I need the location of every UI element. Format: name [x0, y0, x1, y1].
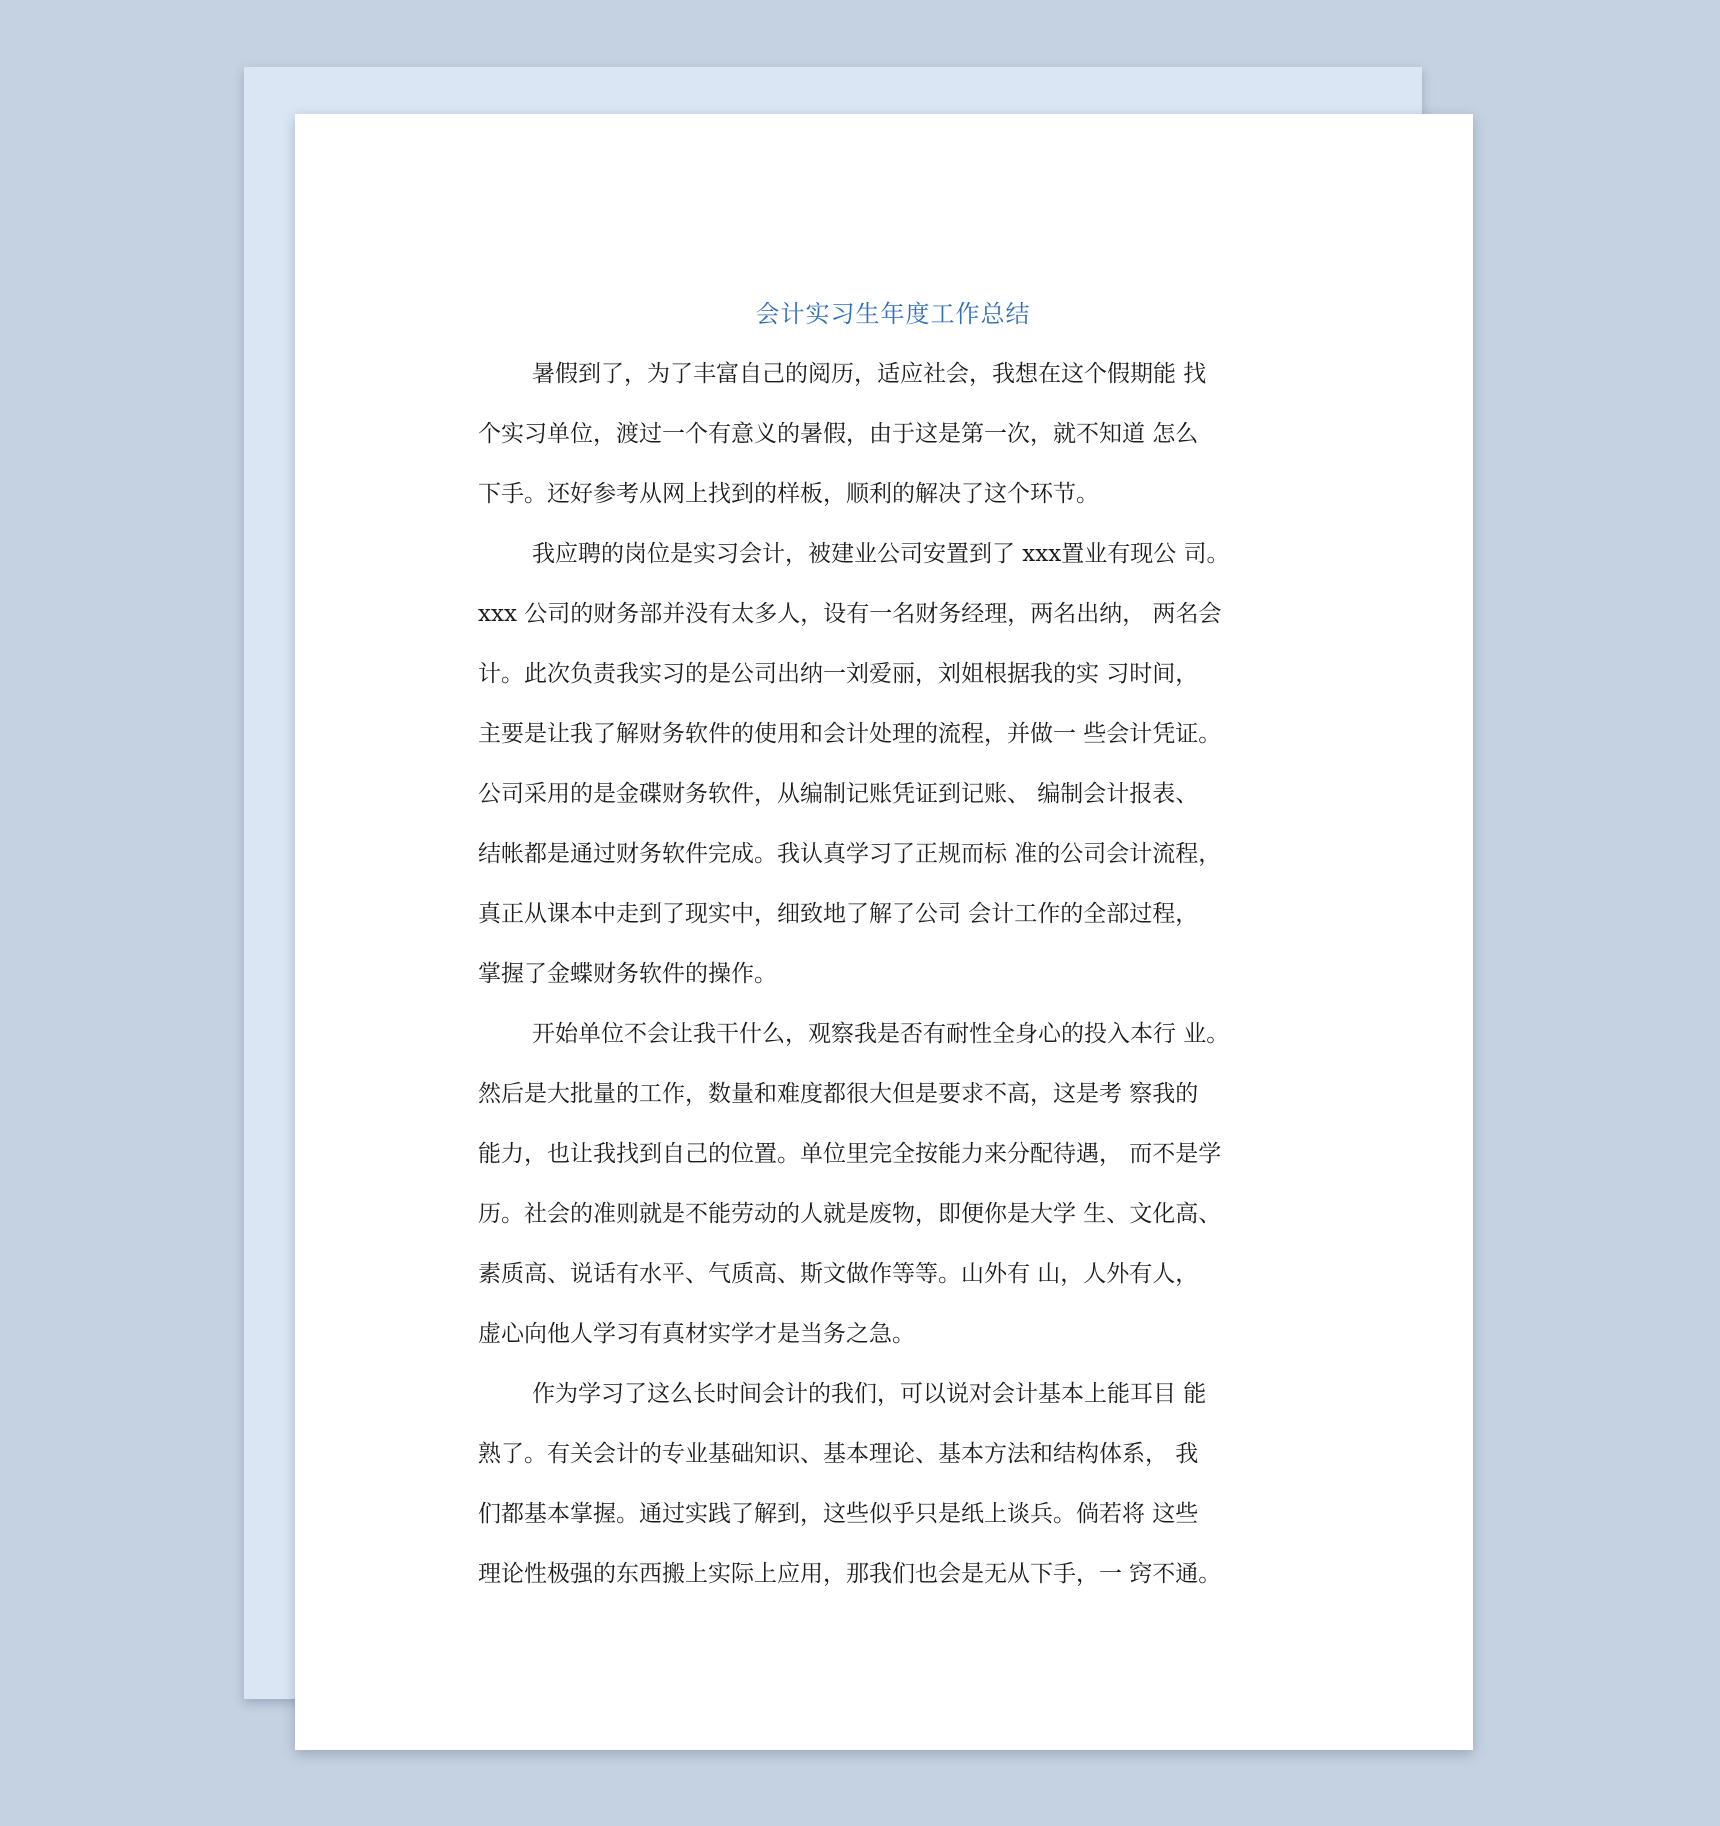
- document-title: 会计实习生年度工作总结: [755, 300, 1031, 328]
- text-line: 暑假到了，为了丰富自己的阅历，适应社会，我想在这个假期能 找: [532, 361, 1207, 387]
- text-line: 真正从课本中走到了现实中，细致地了解了公司 会计工作的全部过程，: [478, 901, 1199, 927]
- text-line: 计。此次负责我实习的是公司出纳一刘爱丽，刘姐根据我的实 习时间，: [478, 661, 1199, 687]
- text-line: 然后是大批量的工作，数量和难度都很大但是要求不高，这是考 察我的: [478, 1081, 1199, 1107]
- text-line: 素质高、说话有水平、气质高、斯文做作等等。山外有 山，人外有人，: [478, 1261, 1199, 1287]
- document-page: [295, 114, 1473, 1750]
- paragraph-2: [478, 524, 1308, 1004]
- text-line: 掌握了金蝶财务软件的操作。: [478, 961, 777, 987]
- text-line: 公司采用的是金碟财务软件，从编制记账凭证到记账、 编制会计报表、: [478, 781, 1199, 807]
- text-line: xxx 公司的财务部并没有太多人，设有一名财务经理，两名出纳， 两名会: [478, 601, 1222, 627]
- text-line: 能力，也让我找到自己的位置。单位里完全按能力来分配待遇， 而不是学: [478, 1141, 1222, 1167]
- document-body: [478, 284, 1308, 1604]
- text-line: 虚心向他人学习有真材实学才是当务之急。: [478, 1321, 915, 1347]
- text-line: 个实习单位，渡过一个有意义的暑假，由于这是第一次，就不知道 怎么: [478, 421, 1199, 447]
- paragraph-3: [478, 1004, 1308, 1364]
- text-line: 结帐都是通过财务软件完成。我认真学习了正规而标 准的公司会计流程，: [478, 841, 1222, 867]
- text-line: 们都基本掌握。通过实践了解到，这些似乎只是纸上谈兵。倘若将 这些: [478, 1501, 1199, 1527]
- paragraph-1: [478, 344, 1308, 524]
- text-line: 下手。还好参考从网上找到的样板，顺利的解决了这个环节。: [478, 481, 1099, 507]
- paragraph-4: [478, 1364, 1308, 1604]
- text-line: 作为学习了这么长时间会计的我们，可以说对会计基本上能耳目 能: [532, 1381, 1207, 1407]
- text-line: 开始单位不会让我干什么，观察我是否有耐性全身心的投入本行 业。: [532, 1021, 1230, 1047]
- text-line: 熟了。有关会计的专业基础知识、基本理论、基本方法和结构体系， 我: [478, 1441, 1199, 1467]
- text-line: 我应聘的岗位是实习会计，被建业公司安置到了 xxx置业有现公 司。: [532, 541, 1230, 567]
- text-line: 主要是让我了解财务软件的使用和会计处理的流程，并做一 些会计凭证。: [478, 721, 1222, 747]
- text-line: 理论性极强的东西搬上实际上应用，那我们也会是无从下手，一 窍不通。: [478, 1561, 1222, 1587]
- text-line: 历。社会的准则就是不能劳动的人就是废物，即便你是大学 生、文化高、: [478, 1201, 1222, 1227]
